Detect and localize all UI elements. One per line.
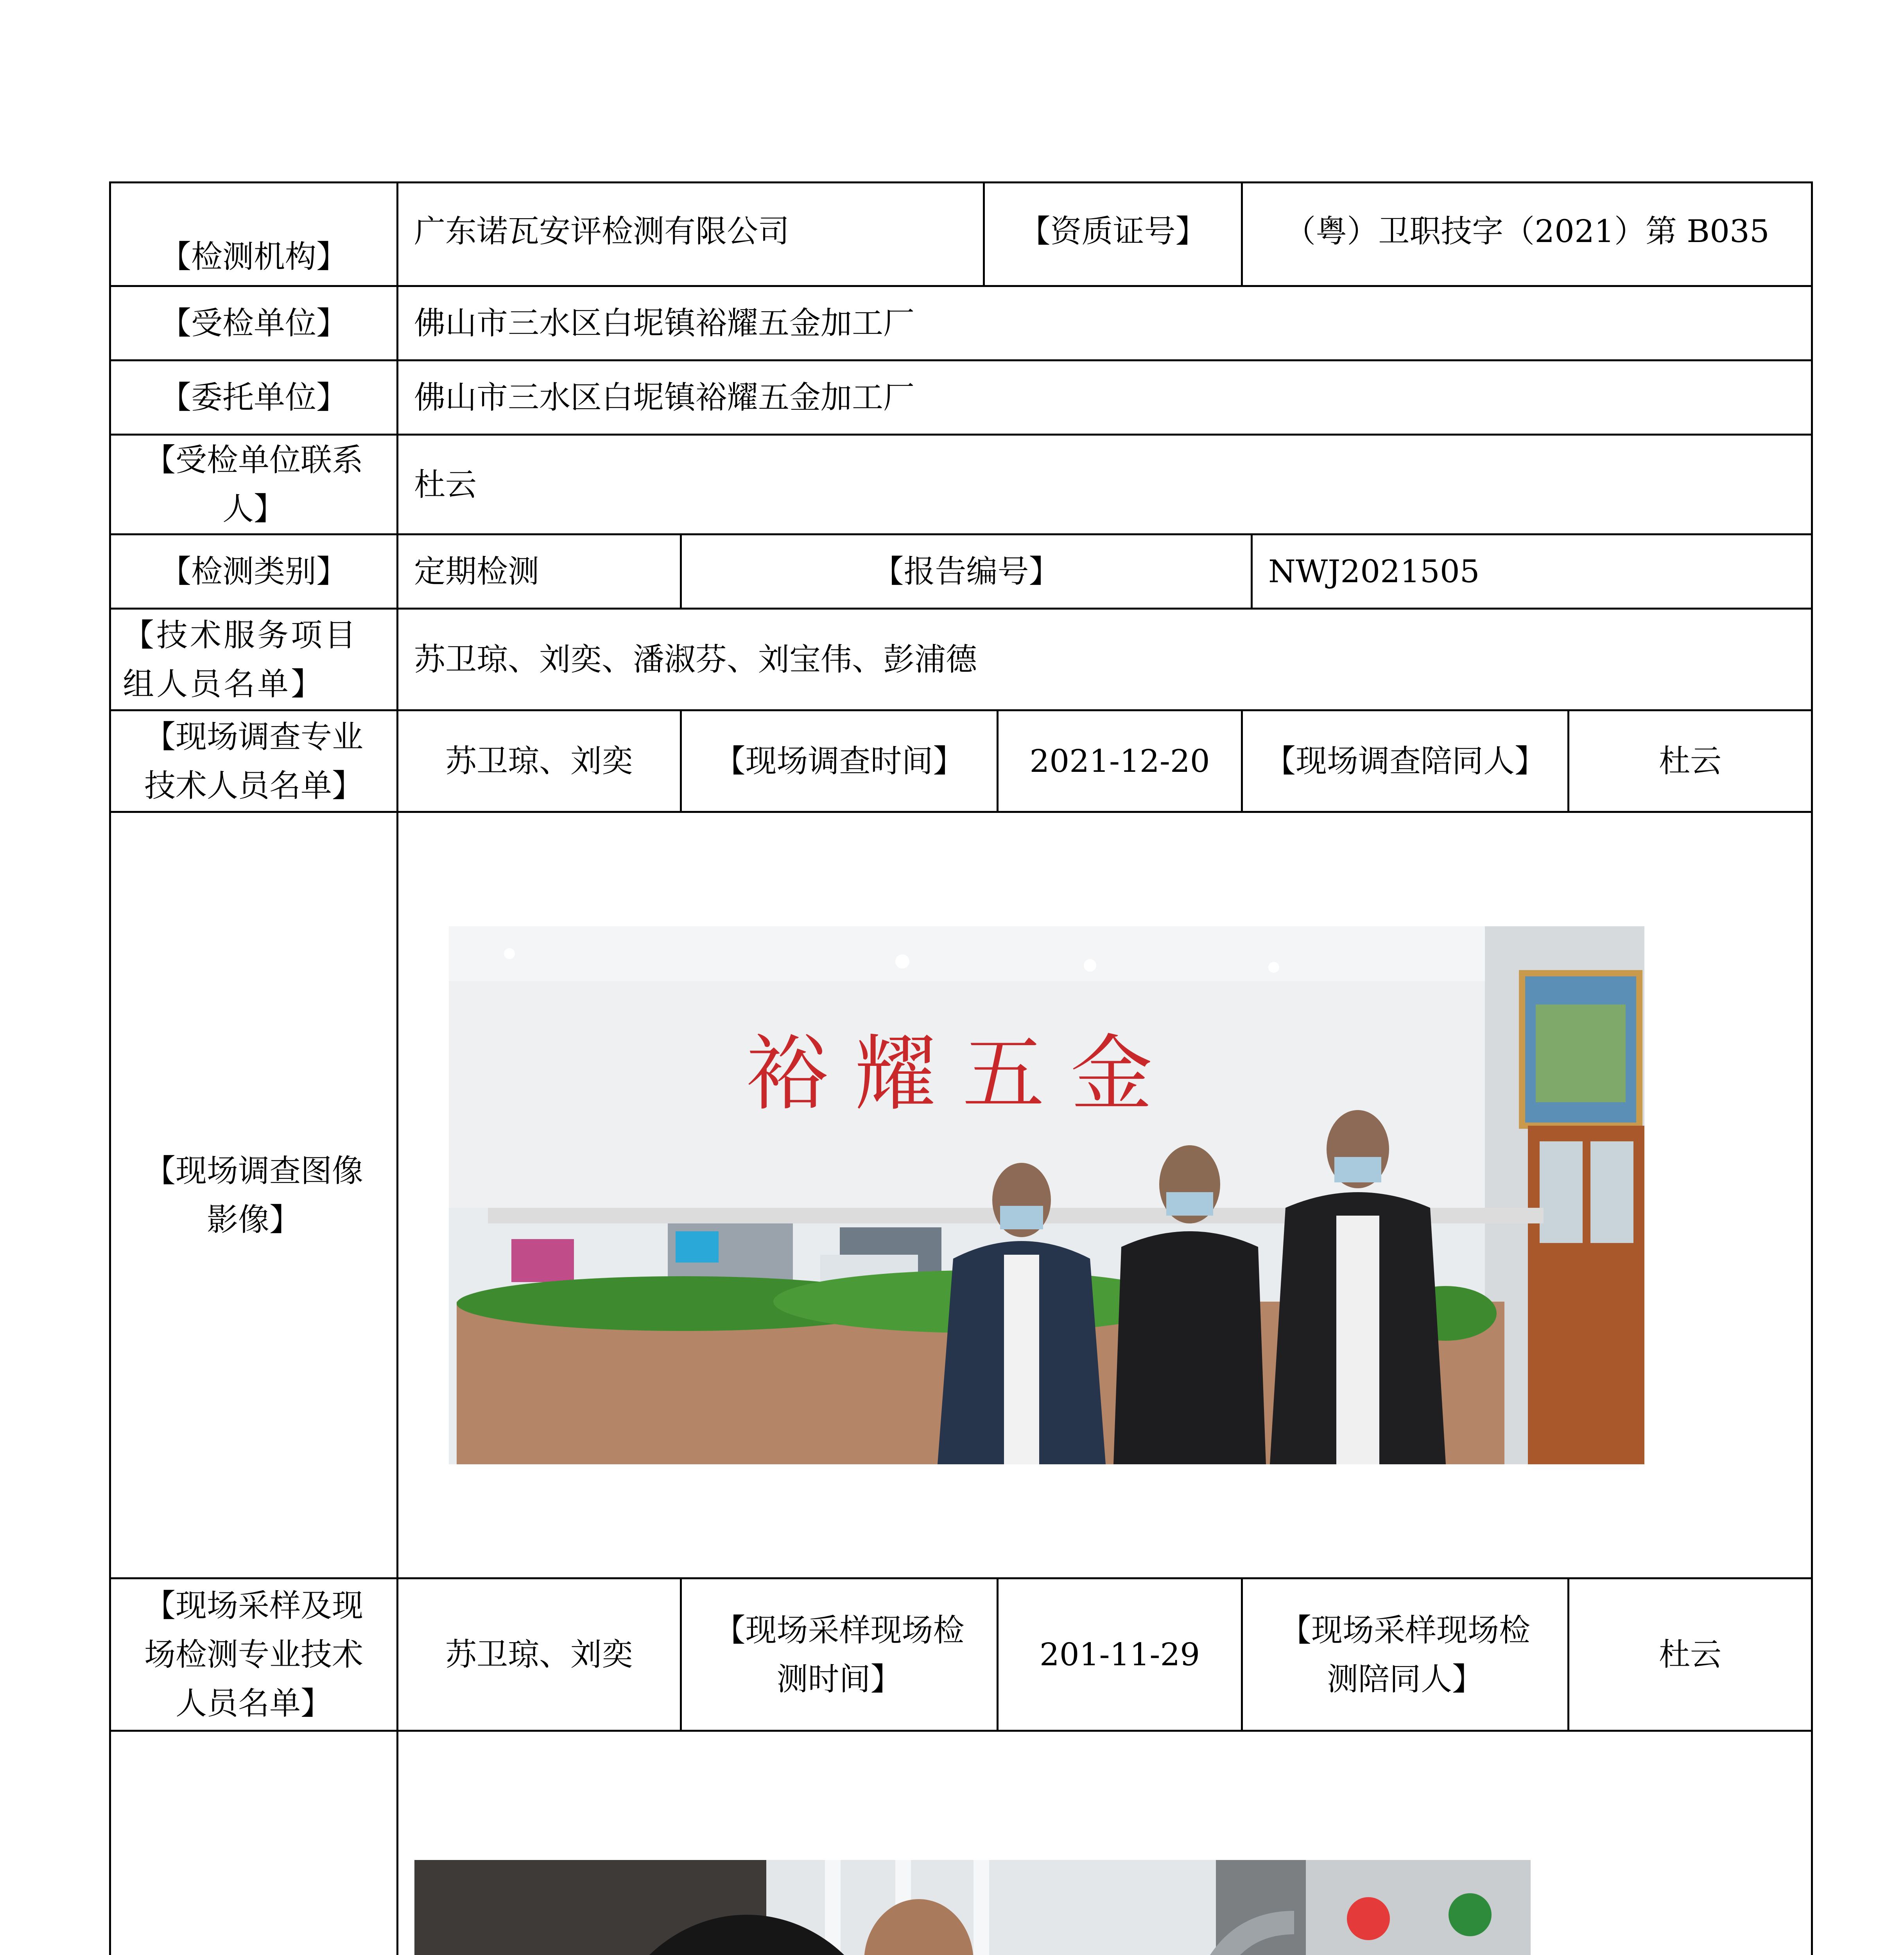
- inspected-unit-value: 佛山市三水区白坭镇裕耀五金加工厂: [398, 286, 1812, 361]
- survey-time-label: 【现场调查时间】: [681, 710, 998, 812]
- category-value: 定期检测: [398, 534, 681, 609]
- contact-value: 杜云: [398, 435, 1812, 534]
- sampling-time-label: 【现场采样现场检测时间】: [681, 1578, 998, 1731]
- sampling-scene-image: [414, 1860, 1531, 1955]
- sampling-time-value: 201-11-29: [998, 1578, 1242, 1731]
- sampling-photo: [414, 1860, 1531, 1955]
- agency-label: 【检测机构】: [110, 183, 398, 286]
- sampling-staff-label: 【现场采样及现场检测专业技术人员名单】: [110, 1578, 398, 1731]
- inspection-info-table: [109, 181, 1813, 1955]
- qualification-label: 【资质证号】: [984, 183, 1242, 286]
- survey-escort-label: 【现场调查陪同人】: [1242, 710, 1569, 812]
- survey-photo-label: 【现场调查图像影像】: [110, 812, 398, 1578]
- team-label: 【技术服务项目组人员名单】: [110, 609, 398, 710]
- entrusting-unit-value: 佛山市三水区白坭镇裕耀五金加工厂: [398, 361, 1812, 435]
- contact-label: 【受检单位联系人】: [110, 435, 398, 534]
- office-scene-image: [449, 926, 1644, 1464]
- sampling-staff-value: 苏卫琼、刘奕: [398, 1578, 681, 1731]
- sampling-escort-label: 【现场采样现场检测陪同人】: [1242, 1578, 1569, 1731]
- survey-staff-label: 【现场调查专业技术人员名单】: [110, 710, 398, 812]
- agency-value: 广东诺瓦安评检测有限公司: [398, 183, 984, 286]
- survey-photo-cell: [398, 812, 1812, 1578]
- survey-escort-value: 杜云: [1569, 710, 1812, 812]
- team-value: 苏卫琼、刘奕、潘淑芬、刘宝伟、彭浦德: [398, 609, 1812, 710]
- qualification-value: （粤）卫职技字（2021）第 B035: [1242, 183, 1812, 286]
- inspected-unit-label: 【受检单位】: [110, 286, 398, 361]
- survey-time-value: 2021-12-20: [998, 710, 1242, 812]
- report-no-label: 【报告编号】: [681, 534, 1252, 609]
- report-no-value: NWJ2021505: [1252, 534, 1812, 609]
- survey-photo: [449, 926, 1644, 1464]
- wall-sign-text: 裕 耀 五 金: [746, 1026, 1153, 1122]
- survey-staff-value: 苏卫琼、刘奕: [398, 710, 681, 812]
- entrusting-unit-label: 【委托单位】: [110, 361, 398, 435]
- sampling-photo-cell: [398, 1731, 1812, 1955]
- sampling-escort-value: 杜云: [1569, 1578, 1812, 1731]
- category-label: 【检测类别】: [110, 534, 398, 609]
- sampling-photo-label: [110, 1731, 398, 1955]
